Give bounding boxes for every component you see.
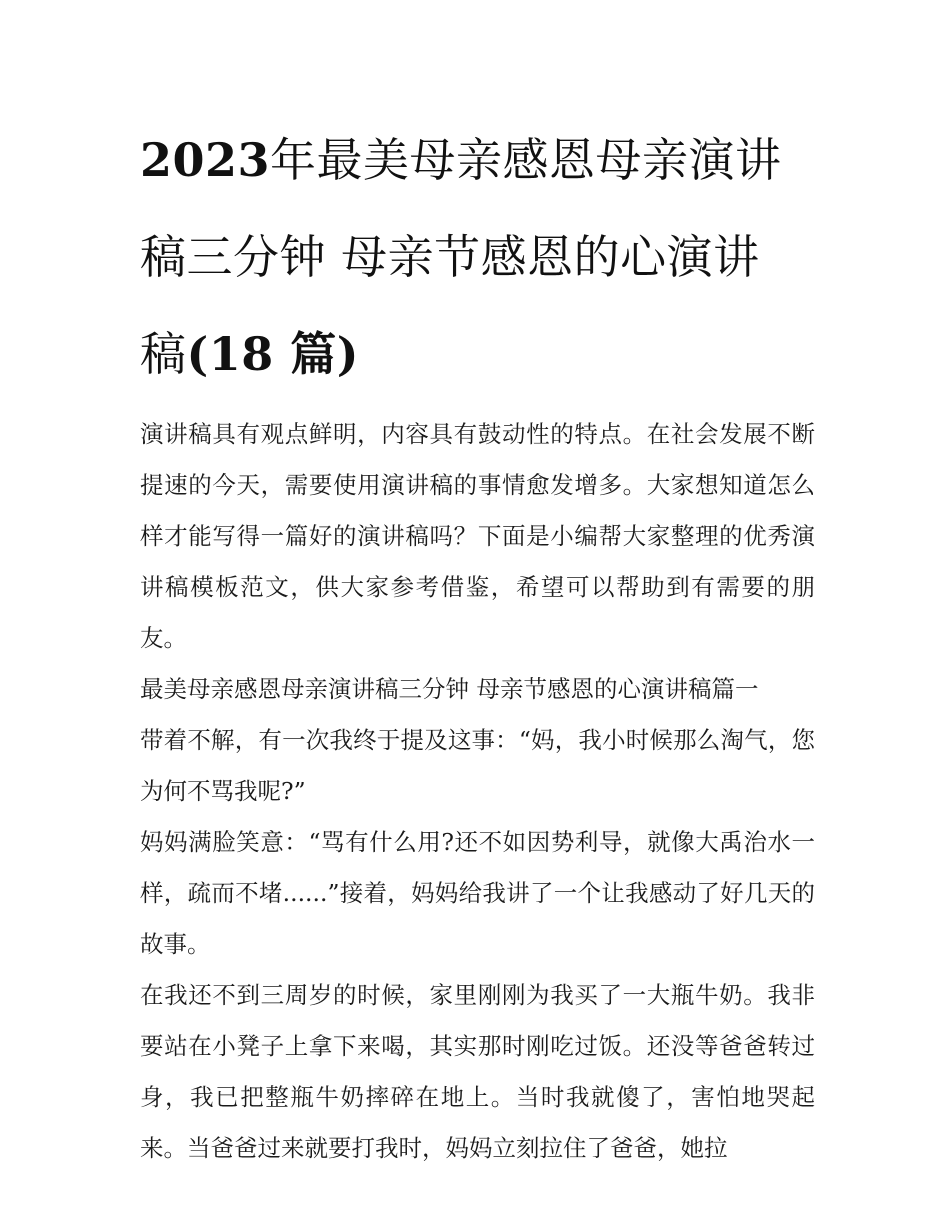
title-line1-text: 年最美母亲感恩母亲演讲: [270, 133, 782, 187]
title-count: (18 篇): [186, 327, 360, 381]
title-year: 2023: [140, 133, 271, 187]
body-paragraph: 带着不解，有一次我终于提及这事：“妈，我小时候那么淘气，您为何不骂我呢?”: [140, 726, 815, 805]
section-heading: 最美母亲感恩母亲演讲稿三分钟 母亲节感恩的心演讲稿篇一: [140, 675, 759, 703]
document-title: [140, 112, 815, 403]
intro-paragraph: 演讲稿具有观点鲜明，内容具有鼓动性的特点。在社会发展不断提速的今天，需要使用演讲稿的事情愈发增多。大家想知道怎么样才能写得一篇好的演讲稿吗？下面是小编帮大家整理的优秀演讲稿模板范文，供大家参考借鉴，希望可以帮助到有需要的朋友。: [140, 420, 815, 652]
title-line2-text: 稿三分钟 母亲节感恩的心演讲: [140, 230, 760, 284]
document-page: [140, 112, 815, 1174]
body-paragraph: 在我还不到三周岁的时候，家里刚刚为我买了一大瓶牛奶。我非要站在小凳子上拿下来喝，其实那时刚吃过饭。还没等爸爸转过身，我已把整瓶牛奶摔碎在地上。当时我就傻了，害怕地哭起来。当爸爸过来就要打我时，妈妈立刻拉住了爸爸，她拉: [140, 981, 815, 1162]
document-body: [140, 409, 815, 1174]
body-paragraph: 妈妈满脸笑意：“骂有什么用?还不如因势利导，就像大禹治水一样，疏而不堵......”接着，妈妈给我讲了一个让我感动了好几天的故事。: [140, 828, 815, 958]
title-line3-text: 稿: [140, 327, 187, 381]
